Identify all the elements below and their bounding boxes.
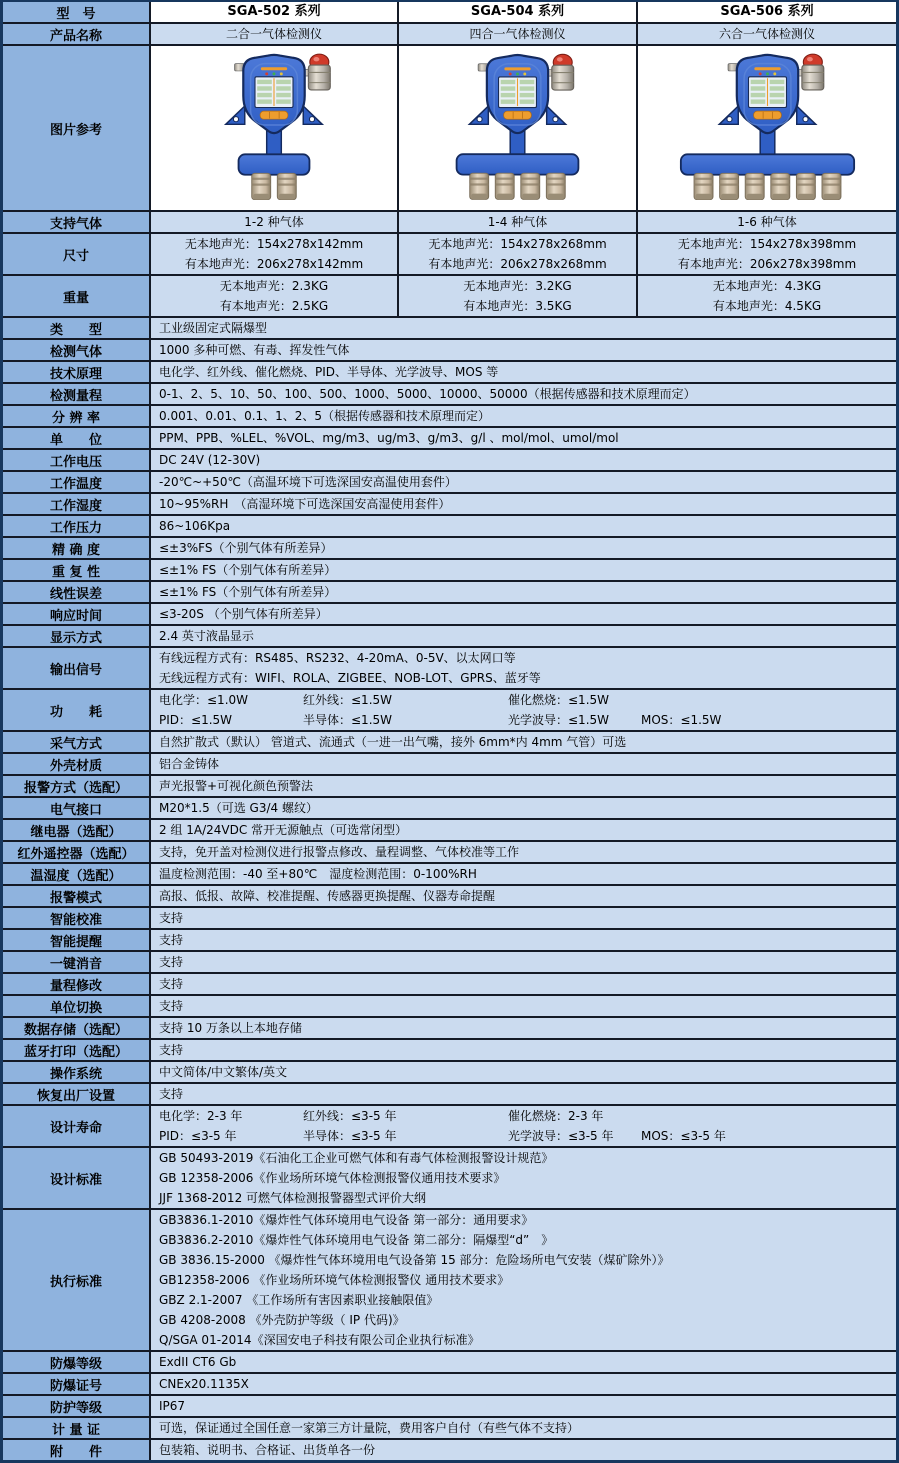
spec-segment: 光学波导：≤1.5W — [508, 713, 610, 727]
spec-label: 报警方式（选配） — [3, 776, 151, 796]
spec-value-merged — [151, 340, 896, 360]
weight-row — [3, 276, 896, 318]
model-sga-504 — [399, 2, 638, 22]
spec-line: 中文简体/中文繁体/英文 — [159, 1065, 288, 1079]
spec-line: 10~95%RH （高湿环境下可选深国安高湿使用套件） — [159, 497, 451, 511]
spec-label: 附 件 — [3, 1440, 151, 1460]
spec-row — [3, 1396, 896, 1418]
spec-line: ExdII CT6 Gb — [159, 1355, 237, 1369]
spec-value-merged — [151, 798, 896, 818]
spec-label: 操作系统 — [3, 1062, 151, 1082]
spec-segment: PID：≤1.5W — [159, 713, 233, 727]
spec-row — [3, 842, 896, 864]
spec-row — [3, 1084, 896, 1106]
spec-line: 1-2 种气体 — [244, 215, 304, 229]
spec-line: 无本地声光：2.3KG — [219, 279, 329, 293]
spec-label: 采气方式 — [3, 732, 151, 752]
spec-line: 1000 多种可燃、有毒、挥发性气体 — [159, 343, 350, 357]
spec-value-merged — [151, 626, 896, 646]
spec-line: 有本地声光：206x278x268mm — [428, 257, 607, 271]
spec-line — [151, 710, 896, 730]
spec-segment: 电化学：≤1.0W — [159, 693, 249, 707]
spec-label: 量程修改 — [3, 974, 151, 994]
spec-label: 输出信号 — [3, 648, 151, 688]
spec-line: GB3836.2-2010《爆炸性气体环境用电气设备 第二部分：隔爆型“d” 》 — [159, 1233, 554, 1247]
spec-value-merged — [151, 952, 896, 972]
spec-line: 可选，保证通过全国任意一家第三方计量院，费用客户自付（有些气体不支持） — [159, 1421, 580, 1435]
spec-line — [151, 1106, 896, 1126]
spec-value-merged — [151, 754, 896, 774]
spec-label: 精 确 度 — [3, 538, 151, 558]
spec-line: 电化学、红外线、催化燃烧、PID、半导体、光学波导、MOS 等 — [159, 365, 499, 379]
spec-value — [151, 212, 399, 232]
spec-label: 技术原理 — [3, 362, 151, 382]
spec-value-merged — [151, 1084, 896, 1104]
gas-detector-image — [666, 49, 869, 204]
spec-value-merged — [151, 974, 896, 994]
spec-value-merged — [151, 1418, 896, 1438]
spec-label: 单位切换 — [3, 996, 151, 1016]
spec-label: 智能提醒 — [3, 930, 151, 950]
spec-line: 86~106Kpa — [159, 519, 231, 533]
spec-line: JJF 1368-2012 可燃气体检测报警器型式评价大纲 — [159, 1191, 427, 1205]
spec-row — [3, 1352, 896, 1374]
spec-line: ≤3-20S （个别气体有所差异） — [159, 607, 328, 621]
spec-line: GB 50493-2019《石油化工企业可燃气体和有毒气体检测报警设计规范》 — [159, 1151, 554, 1165]
spec-label: 一键消音 — [3, 952, 151, 972]
spec-row — [3, 996, 896, 1018]
size-row — [3, 234, 896, 276]
spec-line: 有本地声光：206x278x398mm — [677, 257, 857, 271]
spec-row — [3, 362, 896, 384]
spec-line: 温度检测范围：-40 至+80℃ 湿度检测范围：0-100%RH — [159, 867, 477, 881]
spec-line: 2.4 英寸液晶显示 — [159, 629, 254, 643]
spec-line: 无本地声光：154x278x398mm — [677, 237, 857, 251]
spec-value-merged — [151, 560, 896, 580]
spec-value-merged — [151, 604, 896, 624]
spec-value-merged — [151, 1148, 896, 1208]
spec-value-merged — [151, 864, 896, 884]
spec-label: 继电器（选配） — [3, 820, 151, 840]
spec-line: ≤±3%FS（个别气体有所差异） — [159, 541, 333, 555]
spec-segment: PID：≤3-5 年 — [159, 1129, 237, 1143]
spec-row — [3, 318, 896, 340]
product-name-1 — [151, 24, 399, 44]
spec-line: 支持 — [159, 1043, 184, 1057]
spec-row — [3, 820, 896, 842]
spec-line: -20℃~+50℃（高温环境下可选深国安高温使用套件） — [159, 475, 457, 489]
spec-value — [638, 276, 896, 316]
spec-value-merged — [151, 1210, 896, 1350]
spec-label: 分 辨 率 — [3, 406, 151, 426]
spec-row — [3, 472, 896, 494]
spec-label: 防护等级 — [3, 1396, 151, 1416]
spec-value-merged — [151, 472, 896, 492]
spec-label: 外壳材质 — [3, 754, 151, 774]
spec-label: 防爆等级 — [3, 1352, 151, 1372]
gases-row — [3, 212, 896, 234]
image-row — [3, 46, 896, 212]
model-sga-506 — [638, 2, 896, 22]
gas-detector-image — [211, 49, 337, 204]
spec-value — [399, 212, 638, 232]
spec-line: 支持 — [159, 955, 184, 969]
spec-row — [3, 450, 896, 472]
spec-line: 四合一气体检测仪 — [469, 27, 566, 41]
spec-row — [3, 560, 896, 582]
spec-segment: 催化燃烧：2-3 年 — [508, 1109, 604, 1123]
spec-row — [3, 1062, 896, 1084]
spec-row — [3, 516, 896, 538]
spec-value-merged — [151, 582, 896, 602]
spec-value-merged — [151, 406, 896, 426]
spec-line: 有本地声光：4.5KG — [712, 299, 822, 313]
spec-row — [3, 754, 896, 776]
spec-label: 显示方式 — [3, 626, 151, 646]
spec-line: GB12358-2006 《作业场所环境气体检测报警仪 通用技术要求》 — [159, 1273, 510, 1287]
spec-value-merged — [151, 1106, 896, 1146]
spec-value-merged — [151, 494, 896, 514]
spec-row — [3, 494, 896, 516]
spec-value-merged — [151, 732, 896, 752]
product-name-3 — [638, 24, 896, 44]
spec-value — [151, 276, 399, 316]
model-label: 型 号 — [3, 2, 151, 22]
spec-row — [3, 538, 896, 560]
spec-line: 铝合金铸体 — [159, 757, 220, 771]
spec-label: 蓝牙打印（选配） — [3, 1040, 151, 1060]
spec-segment: 电化学：2-3 年 — [159, 1109, 243, 1123]
alarm-beacon-icon — [308, 54, 330, 90]
spec-value-merged — [151, 1040, 896, 1060]
spec-segment: 半导体：≤1.5W — [303, 713, 393, 727]
spec-row — [3, 626, 896, 648]
spec-row — [3, 886, 896, 908]
spec-line: 支持 — [159, 933, 184, 947]
spec-line: GB 4208-2008 《外壳防护等级（ IP 代码)》 — [159, 1313, 405, 1327]
spec-row — [3, 384, 896, 406]
spec-value-merged — [151, 538, 896, 558]
spec-label: 单 位 — [3, 428, 151, 448]
spec-value-merged — [151, 1440, 896, 1460]
spec-line: GBZ 2.1-2007 《工作场所有害因素职业接触限值》 — [159, 1293, 439, 1307]
spec-line: 1-4 种气体 — [487, 215, 548, 229]
spec-label: 功 耗 — [3, 690, 151, 730]
spec-line: 六合一气体检测仪 — [718, 27, 815, 41]
spec-value-merged — [151, 362, 896, 382]
spec-line: IP67 — [159, 1399, 186, 1413]
spec-value-merged — [151, 1352, 896, 1372]
spec-value-merged — [151, 516, 896, 536]
spec-line: 高报、低报、故障、校准提醒、传感器更换提醒、仪器寿命提醒 — [159, 889, 496, 903]
spec-label: 响应时间 — [3, 604, 151, 624]
spec-label: 工作电压 — [3, 450, 151, 470]
spec-label: 检测量程 — [3, 384, 151, 404]
spec-label: 设计寿命 — [3, 1106, 151, 1146]
spec-value-merged — [151, 1062, 896, 1082]
model-row — [3, 2, 896, 24]
spec-label: 执行标准 — [3, 1210, 151, 1350]
spec-line: 支持 10 万条以上本地存储 — [159, 1021, 302, 1035]
spec-row — [3, 648, 896, 690]
image-reference-label: 图片参考 — [3, 46, 151, 210]
product-image-cell — [399, 46, 638, 210]
spec-line: SGA-506 系列 — [720, 4, 814, 19]
spec-line: GB 3836.15-2000 《爆炸性气体环境用电气设备第 15 部分：危险场所电气安装（煤矿除外）》 — [159, 1253, 670, 1267]
alarm-beacon-icon — [552, 54, 574, 90]
spec-line: ≤±1% FS（个别气体有所差异） — [159, 563, 337, 577]
spec-row — [3, 974, 896, 996]
spec-row — [3, 798, 896, 820]
spec-row — [3, 1148, 896, 1210]
spec-line: 1-6 种气体 — [737, 215, 797, 229]
spec-line: 工业级固定式隔爆型 — [159, 321, 268, 335]
spec-row — [3, 1018, 896, 1040]
spec-row — [3, 690, 896, 732]
spec-label: 恢复出厂设置 — [3, 1084, 151, 1104]
product-name-row — [3, 24, 896, 46]
spec-row — [3, 930, 896, 952]
spec-value — [399, 234, 638, 274]
size-label: 尺寸 — [3, 234, 151, 274]
spec-line: 无本地声光：154x278x142mm — [184, 237, 364, 251]
spec-line: M20*1.5（可选 G3/4 螺纹） — [159, 801, 318, 815]
spec-value-merged — [151, 1374, 896, 1394]
spec-value-merged — [151, 996, 896, 1016]
spec-value-merged — [151, 776, 896, 796]
spec-label: 类 型 — [3, 318, 151, 338]
spec-line — [151, 690, 896, 710]
spec-line: DC 24V (12-30V) — [159, 453, 261, 467]
spec-line: 二合一气体检测仪 — [225, 27, 322, 41]
spec-line: GB 12358-2006《作业场所环境气体检测报警仪通用技术要求》 — [159, 1171, 506, 1185]
spec-label: 温湿度（选配） — [3, 864, 151, 884]
spec-row — [3, 952, 896, 974]
spec-row — [3, 864, 896, 886]
spec-label: 报警模式 — [3, 886, 151, 906]
spec-line: SGA-502 系列 — [227, 4, 321, 19]
gas-detector-image — [442, 49, 593, 204]
spec-value — [151, 234, 399, 274]
spec-value-merged — [151, 930, 896, 950]
spec-value-merged — [151, 450, 896, 470]
spec-row — [3, 1440, 896, 1460]
spec-segment: 光学波导：≤3-5 年 — [508, 1129, 614, 1143]
alarm-beacon-icon — [801, 54, 823, 90]
spec-label: 智能校准 — [3, 908, 151, 928]
spec-line: 0.001、0.01、0.1、1、2、5（根据传感器和技术原理而定） — [159, 409, 491, 423]
weight-label: 重量 — [3, 276, 151, 316]
spec-value-merged — [151, 384, 896, 404]
spec-segment: MOS：≤1.5W — [641, 713, 722, 727]
spec-line: 无本地声光：4.3KG — [712, 279, 822, 293]
spec-label: 重 复 性 — [3, 560, 151, 580]
spec-line: 有本地声光：3.5KG — [463, 299, 572, 313]
spec-line: 自然扩散式（默认） 管道式、流通式（一进一出气嘴，接外 6mm*内 4mm 气管）可选 — [159, 735, 627, 749]
spec-line: ≤±1% FS（个别气体有所差异） — [159, 585, 337, 599]
spec-label: 工作压力 — [3, 516, 151, 536]
spec-value-merged — [151, 820, 896, 840]
spec-row — [3, 340, 896, 362]
spec-value-merged — [151, 690, 896, 730]
spec-segment: 催化燃烧：≤1.5W — [508, 693, 610, 707]
spec-line: GB3836.1-2010《爆炸性气体环境用电气设备 第一部分：通用要求》 — [159, 1213, 534, 1227]
product-image-cell — [151, 46, 399, 210]
spec-value-merged — [151, 318, 896, 338]
spec-label: 线性误差 — [3, 582, 151, 602]
spec-line: 支持 — [159, 911, 184, 925]
spec-row — [3, 908, 896, 930]
spec-line: 支持，免开盖对检测仪进行报警点修改、量程调整、气体校准等工作 — [159, 845, 520, 859]
spec-line: 支持 — [159, 1087, 184, 1101]
spec-label: 红外遥控器（选配） — [3, 842, 151, 862]
spec-segment: 红外线：≤1.5W — [303, 693, 393, 707]
spec-line: 无本地声光：154x278x268mm — [428, 237, 607, 251]
spec-value-merged — [151, 648, 896, 688]
spec-value — [638, 212, 896, 232]
spec-line: PPM、PPB、%LEL、%VOL、mg/m3、ug/m3、g/m3、g/l 、mol/mol、umol/mol — [159, 431, 619, 445]
spec-line — [151, 1126, 896, 1146]
spec-label: 电气接口 — [3, 798, 151, 818]
spec-row — [3, 1040, 896, 1062]
spec-segment: 半导体：≤3-5 年 — [303, 1129, 397, 1143]
spec-value-merged — [151, 1396, 896, 1416]
spec-value-merged — [151, 908, 896, 928]
spec-segment: 红外线：≤3-5 年 — [303, 1109, 397, 1123]
spec-row — [3, 732, 896, 754]
spec-line: SGA-504 系列 — [470, 4, 565, 19]
product-image-cell — [638, 46, 896, 210]
spec-line: CNEx20.1135X — [159, 1377, 249, 1391]
spec-line: 支持 — [159, 977, 184, 991]
spec-value-merged — [151, 1018, 896, 1038]
product-name-2 — [399, 24, 638, 44]
spec-value — [638, 234, 896, 274]
spec-label: 防爆证号 — [3, 1374, 151, 1394]
spec-row — [3, 604, 896, 626]
spec-row — [3, 428, 896, 450]
spec-label: 设计标准 — [3, 1148, 151, 1208]
spec-line: 包装箱、说明书、合格证、出货单各一份 — [159, 1443, 376, 1457]
spec-value — [399, 276, 638, 316]
spec-label: 数据存储（选配） — [3, 1018, 151, 1038]
spec-line: 支持 — [159, 999, 184, 1013]
spec-line: 2 组 1A/24VDC 常开无源触点（可选常闭型） — [159, 823, 408, 837]
spec-row — [3, 406, 896, 428]
spec-line: 0-1、2、5、10、50、100、500、1000、5000、10000、50000（根据传感器和技术原理而定） — [159, 387, 696, 401]
spec-row — [3, 1418, 896, 1440]
spec-value-merged — [151, 886, 896, 906]
spec-row — [3, 776, 896, 798]
model-sga-502 — [151, 2, 399, 22]
spec-row — [3, 582, 896, 604]
supported-gases-label: 支持气体 — [3, 212, 151, 232]
spec-line: 无本地声光：3.2KG — [463, 279, 572, 293]
spec-label: 计 量 证 — [3, 1418, 151, 1438]
spec-row — [3, 1374, 896, 1396]
spec-row — [3, 1210, 896, 1352]
spec-line: Q/SGA 01-2014《深国安电子科技有限公司企业执行标准》 — [159, 1333, 480, 1347]
product-name-label: 产品名称 — [3, 24, 151, 44]
spec-line: 有线远程方式有：RS485、RS232、4-20mA、0-5V、以太网口等 — [159, 651, 516, 665]
spec-label: 工作湿度 — [3, 494, 151, 514]
spec-line: 无线远程方式有：WIFI、ROLA、ZIGBEE、NOB-LOT、GPRS、蓝牙等 — [159, 671, 541, 685]
spec-line: 声光报警+可视化颜色预警法 — [159, 779, 314, 793]
spec-row — [3, 1106, 896, 1148]
spec-label: 检测气体 — [3, 340, 151, 360]
spec-label: 工作温度 — [3, 472, 151, 492]
spec-segment: MOS：≤3-5 年 — [641, 1129, 726, 1143]
spec-value-merged — [151, 842, 896, 862]
spec-value-merged — [151, 428, 896, 448]
spec-line: 有本地声光：206x278x142mm — [184, 257, 364, 271]
spec-line: 有本地声光：2.5KG — [219, 299, 329, 313]
